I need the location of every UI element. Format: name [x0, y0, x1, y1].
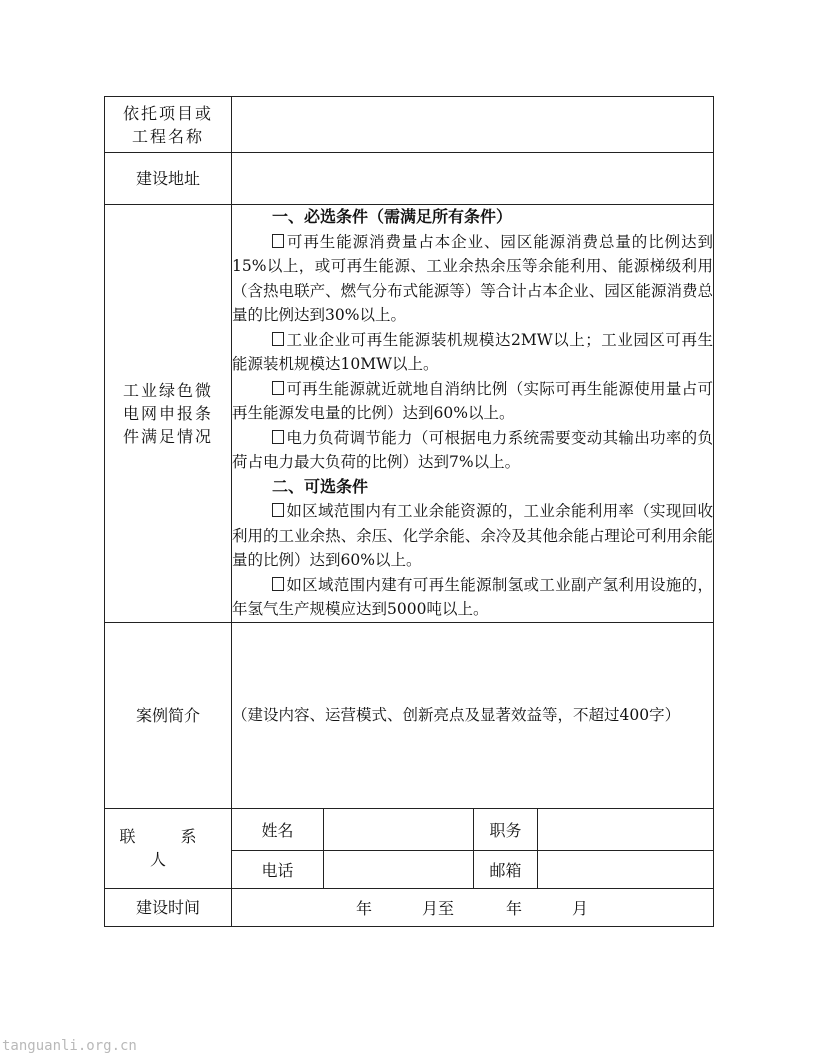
time-row — [105, 888, 714, 926]
required-item: 工业企业可再生能源装机规模达2MW以上；工业园区可再生能源装机规模达10MW以上。 — [232, 330, 713, 373]
email-label: 邮箱 — [474, 850, 538, 888]
position-label: 职务 — [474, 808, 538, 850]
checkbox[interactable] — [272, 577, 284, 591]
contact-name-row — [105, 808, 714, 850]
time-year-end: 年 — [506, 899, 523, 918]
conditions-label: 工业绿色微电网申报条件满足情况 — [122, 380, 213, 446]
time-month-start: 月至 — [422, 899, 455, 918]
required-item: 可再生能源消费量占本企业、园区能源消费总量的比例达到15%以上，或可再生能源、工业余热余压等余能利用、能源梯级利用（含热电联产、燃气分布式能源等）等合计占本企业、园区能源消费总量的比例达到30%以上。 — [232, 232, 713, 324]
time-year-start: 年 — [356, 899, 373, 918]
optional-item: 如区域范围内有工业余能资源的，工业余能利用率（实现回收利用的工业余热、余压、化学余能、余冷及其他余能占理论可利用余能量的比例）达到60%以上。 — [232, 502, 713, 569]
address-row — [105, 153, 714, 205]
watermark: tanguanli.org.cn — [2, 1038, 137, 1054]
name-label: 姓名 — [232, 808, 324, 850]
application-form-table — [104, 96, 714, 927]
time-month-end: 月 — [572, 899, 589, 918]
checkbox[interactable] — [272, 381, 284, 395]
email-field[interactable] — [538, 850, 714, 888]
conditions-label-cell — [105, 205, 232, 623]
project-value-field[interactable] — [232, 97, 714, 153]
required-item: 电力负荷调节能力（可根据电力系统需要变动其输出功率的负荷占电力最大负荷的比例）达到7%以上。 — [232, 428, 713, 471]
optional-item: 如区域范围内建有可再生能源制氢或工业副产氢利用设施的，年氢气生产规模应达到5000吨以上。 — [232, 575, 713, 618]
project-row — [105, 97, 714, 153]
contact-label: 联 系 人 — [119, 827, 217, 869]
case-label: 案例简介 — [135, 705, 200, 725]
checkbox[interactable] — [272, 332, 284, 346]
checkbox[interactable] — [272, 503, 284, 517]
case-label-cell — [105, 622, 232, 808]
case-field[interactable] — [232, 622, 714, 808]
address-value-field[interactable] — [232, 153, 714, 205]
project-label: 依托项目或工程名称 — [122, 103, 213, 146]
case-row — [105, 622, 714, 808]
address-label: 建设地址 — [135, 169, 200, 188]
checkbox[interactable] — [272, 430, 284, 444]
time-label-cell — [105, 888, 232, 926]
time-label: 建设时间 — [135, 897, 200, 917]
case-hint: （建设内容、运营模式、创新亮点及显著效益等，不超过400字） — [232, 705, 681, 724]
project-label-cell — [105, 97, 232, 153]
required-heading: 一、必选条件（需满足所有条件） — [272, 207, 513, 226]
phone-label: 电话 — [232, 850, 324, 888]
phone-field[interactable] — [324, 850, 474, 888]
conditions-row — [105, 205, 714, 623]
name-field[interactable] — [324, 808, 474, 850]
address-label-cell — [105, 153, 232, 205]
conditions-content — [232, 205, 714, 623]
optional-heading: 二、可选条件 — [272, 476, 369, 496]
required-item: 可再生能源就近就地自消纳比例（实际可再生能源使用量占可再生能源发电量的比例）达到60%以上。 — [232, 379, 713, 422]
contact-label-cell — [105, 808, 232, 888]
position-field[interactable] — [538, 808, 714, 850]
checkbox[interactable] — [272, 234, 284, 248]
time-field[interactable] — [232, 888, 714, 926]
